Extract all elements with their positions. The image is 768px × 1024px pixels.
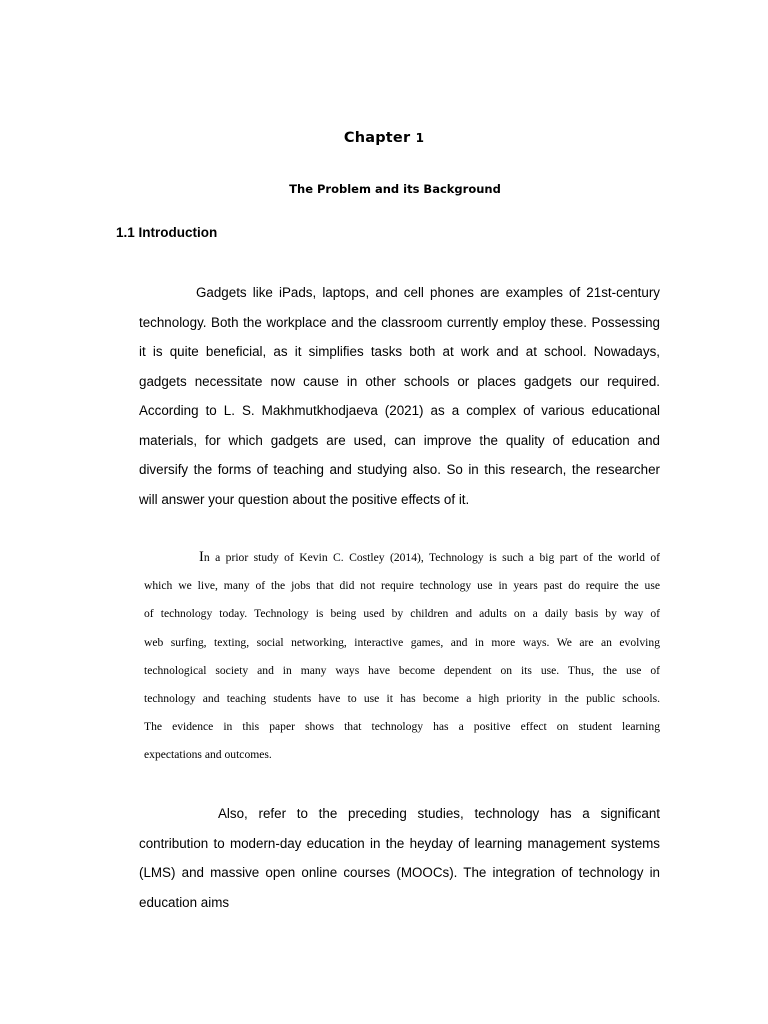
paragraph-line: contribution to modern-day education in the heyday of learning management systems	[139, 835, 660, 851]
subsection-heading: 1.1 Introduction	[116, 225, 218, 240]
quote-line: which we live, many of the jobs that did not require technology use in years past do require the use	[144, 579, 660, 593]
quote-line: of technology today. Technology is being used by children and adults on a daily basis by way of	[144, 607, 660, 621]
paragraph-line: Also, refer to the preceding studies, technology has a significant	[218, 806, 660, 821]
quote-first-letter: I	[199, 549, 204, 565]
section-title: The Problem and its Background	[289, 182, 501, 196]
paragraph-line: diversify the forms of teaching and studying also. So in this research, the researcher	[139, 462, 660, 477]
paragraph-line: Gadgets like iPads, laptops, and cell phones are examples of 21st-century	[196, 285, 660, 300]
paragraph-line: will answer your question about the positive effects of it.	[139, 491, 470, 507]
quote-line: technological society and in many ways have become dependent on its use. Thus, the use of	[144, 663, 660, 677]
quote-line: expectations and outcomes.	[144, 748, 272, 762]
quote-line: technology and teaching students have to use it has become a high priority in the public schools.	[144, 692, 660, 706]
quote-first-line-rest: n a prior study of Kevin C. Costley (2014), Technology is such a big part of the world of	[203, 551, 660, 564]
paragraph-line: technology. Both the workplace and the classroom currently employ these. Possessing	[139, 314, 660, 330]
costley-quote-paragraph	[144, 543, 660, 770]
paragraph-line: education aims	[139, 894, 230, 910]
paragraph-line: (LMS) and massive open online courses (MOOCs). The integration of technology in	[139, 865, 660, 880]
chapter-number: 1	[415, 131, 425, 145]
chapter-title	[0, 130, 768, 146]
introduction-paragraph-3	[139, 799, 660, 917]
paragraph-line: gadgets necessitate now cause in other schools or places gadgets our required.	[139, 373, 660, 389]
paragraph-line: materials, for which gadgets are used, can improve the quality of education and	[139, 432, 660, 448]
quote-line: The evidence in this paper shows that technology has a positive effect on student learning	[144, 720, 660, 734]
paragraph-line: According to L. S. Makhmutkhodjaeva (2021) as a complex of various educational	[139, 403, 660, 418]
quote-line: web surfing, texting, social networking, interactive games, and in more ways. We are an evolving	[144, 635, 660, 649]
paragraph-line: it is quite beneficial, as it simplifies tasks both at work and at school. Nowadays,	[139, 344, 660, 359]
introduction-paragraph-1	[139, 278, 660, 514]
quote-first-line	[144, 543, 660, 572]
chapter-word: Chapter	[343, 130, 411, 146]
